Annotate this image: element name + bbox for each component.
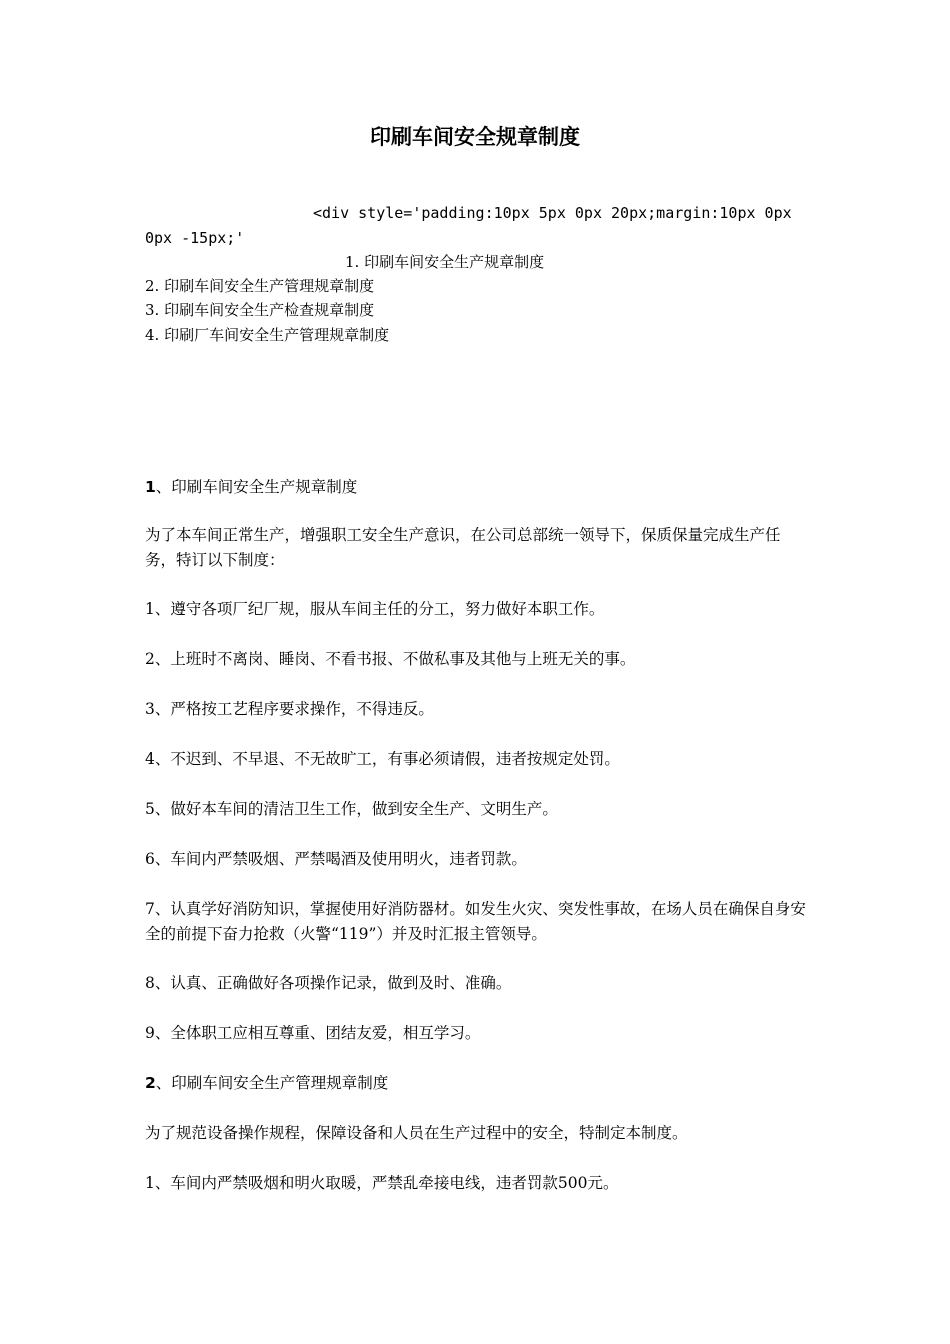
toc-item-4: 4. 印刷厂车间安全生产管理规章制度 xyxy=(145,326,390,344)
section-2-item-1: 1、车间内严禁吸烟和明火取暖，严禁乱牵接电线，违者罚款500元。 xyxy=(145,1174,619,1192)
section-1-item-9: 9、全体职工应相互尊重、团结友爱，相互学习。 xyxy=(145,1024,481,1042)
section-2-number: 2 xyxy=(145,1074,156,1092)
document-title: 印刷车间安全规章制度 xyxy=(370,125,580,149)
section-1-item-5: 5、做好本车间的清洁卫生工作，做到安全生产、文明生产。 xyxy=(145,800,558,818)
section-2-heading xyxy=(145,1071,388,1096)
section-1-heading xyxy=(145,475,357,500)
section-1-item-2: 2、上班时不离岗、睡岗、不看书报、不做私事及其他与上班无关的事。 xyxy=(145,650,636,668)
toc-item-3: 3. 印刷车间安全生产检查规章制度 xyxy=(145,301,375,319)
section-1-item-1: 1、遵守各项厂纪厂规，服从车间主任的分工，努力做好本职工作。 xyxy=(145,600,605,618)
toc-item-1: 1. 印刷车间安全生产规章制度 xyxy=(345,253,545,271)
section-1-item-7: 7、认真学好消防知识，掌握使用好消防器材。如发生火灾、突发性事故，在场人员在确保自身安全的前提下奋力抢救（火警“119”）并及时汇报主管领导。 xyxy=(145,900,806,943)
section-1-intro: 为了本车间正常生产，增强职工安全生产意识，在公司总部统一领导下，保质保量完成生产任务，特订以下制度： xyxy=(145,526,781,569)
section-2-intro: 为了规范设备操作规程，保障设备和人员在生产过程中的安全，特制定本制度。 xyxy=(145,1124,688,1142)
section-1-item-6: 6、车间内严禁吸烟、严禁喝酒及使用明火，违者罚款。 xyxy=(145,850,527,868)
section-1-item-3: 3、严格按工艺程序要求操作，不得违反。 xyxy=(145,700,434,718)
section-2-title: 、印刷车间安全生产管理规章制度 xyxy=(155,1074,389,1092)
section-1-title: 、印刷车间安全生产规章制度 xyxy=(155,478,358,496)
section-1-item-8: 8、认真、正确做好各项操作记录，做到及时、准确。 xyxy=(145,974,512,992)
toc-item-2: 2. 印刷车间安全生产管理规章制度 xyxy=(145,277,375,295)
section-1-number: 1 xyxy=(145,478,156,496)
stray-code-text: <div style='padding:10px 5px 0px 20px;margin:10px 0px 0px -15px;' xyxy=(145,204,801,247)
section-1-item-4: 4、不迟到、不早退、不无故旷工，有事必须请假，违者按规定处罚。 xyxy=(145,750,620,768)
